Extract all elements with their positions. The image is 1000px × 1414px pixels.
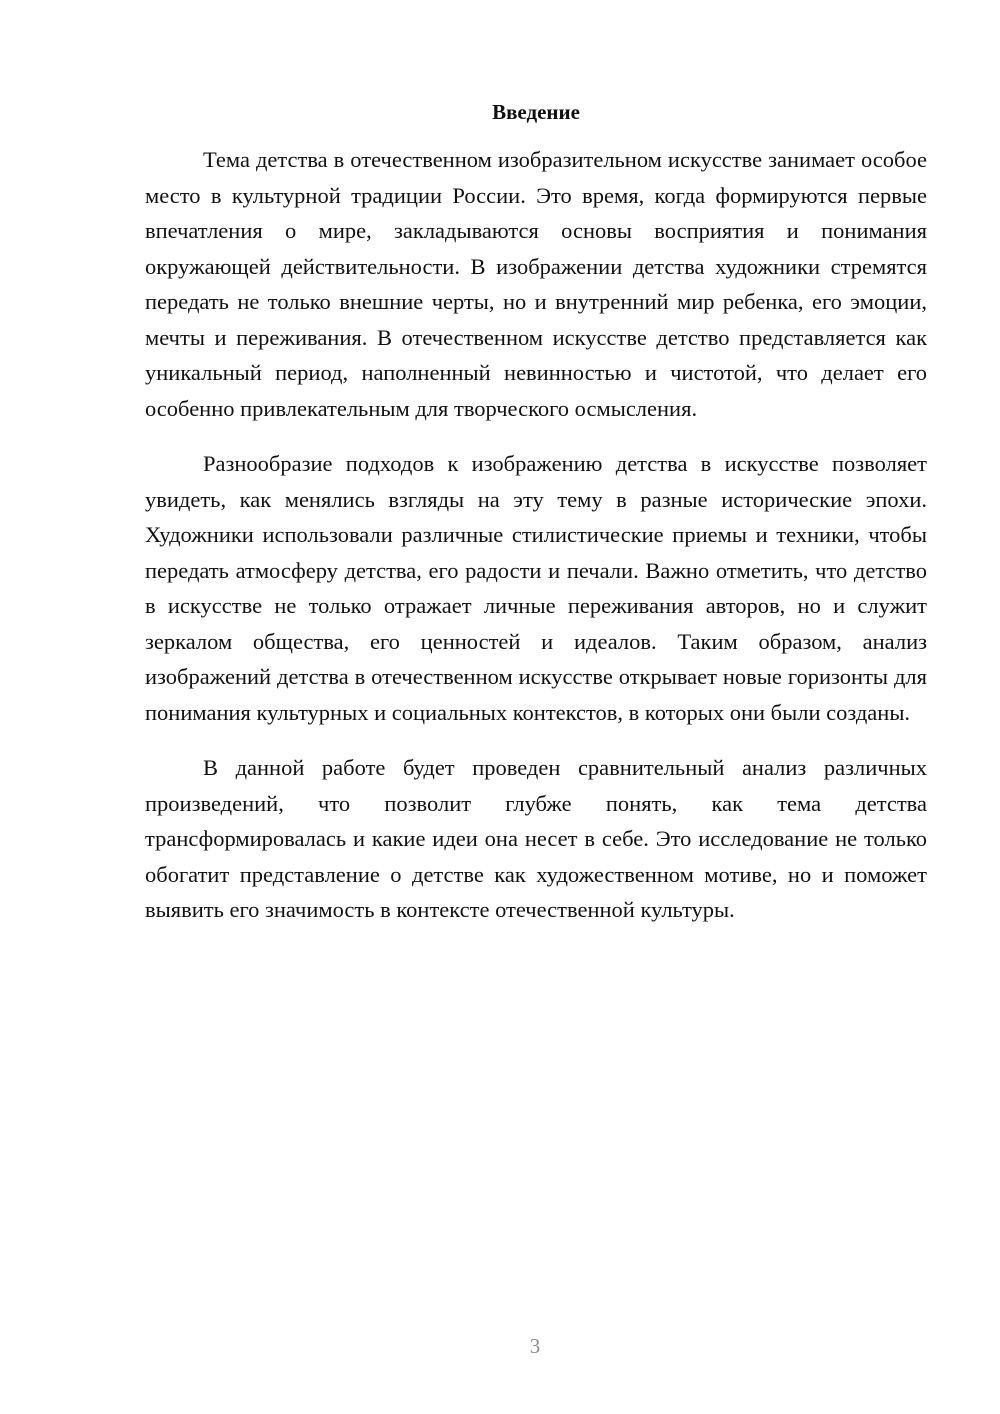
paragraph-1: Тема детства в отечественном изобразительном искусстве занимает особое место в культурной традиции России. Это время, когда формируются первые впечатления о мире, закладываются основы восприятия и понимания окружающей действительности. В изображении детства художники стремятся передать не только внешние черты, но и внутренний мир ребенка, его эмоции, мечты и переживания. В отечественном искусстве детство представляется как уникальный период, наполненный невинностью и чистотой, что делает его особенно привлекательным для творческого осмысления. <box>145 147 927 421</box>
body-text <box>145 142 927 948</box>
page-number: 3 <box>529 1334 541 1358</box>
section-title: Введение <box>492 100 580 124</box>
paragraph-2: Разнообразие подходов к изображению детства в искусстве позволяет увидеть, как менялись взгляды на эту тему в разные исторические эпохи. Художники использовали различные стилистические приемы и техники, чтобы передать атмосферу детства, его радости и печали. Важно отметить, что детство в искусстве не только отражает личные переживания авторов, но и служит зеркалом общества, его ценностей и идеалов. Таким образом, анализ изображений детства в отечественном искусстве открывает новые горизонты для понимания культурных и социальных контекстов, в которых они были созданы. <box>145 451 927 725</box>
paragraph-3: В данной работе будет проведен сравнительный анализ различных произведений, что позволит глубже понять, как тема детства трансформировалась и какие идеи она несет в себе. Это исследование не только обогатит представление о детстве как художественном мотиве, но и поможет выявить его значимость в контексте отечественной культуры. <box>145 755 927 922</box>
